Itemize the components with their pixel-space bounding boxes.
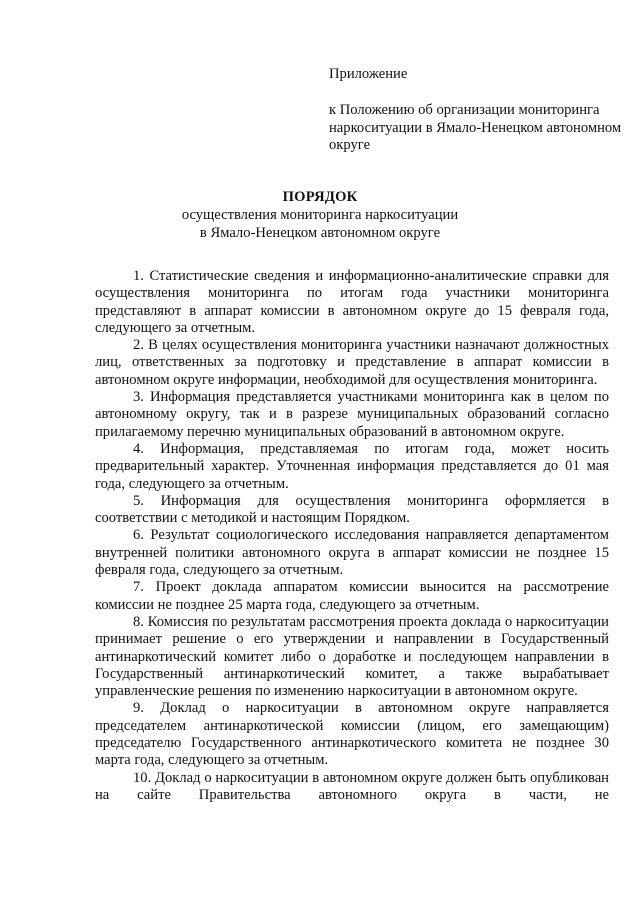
document-heading xyxy=(0,189,640,242)
document-body xyxy=(95,268,609,804)
paragraph-10: 10. Доклад о наркоситуации в автономном округе должен быть опубликован на сайте Правительства автономного округа в части, не xyxy=(95,769,609,803)
paragraph-5: 5. Информация для осуществления мониторинга оформляется в соответствии с методикой и настоящим Порядком. xyxy=(95,492,609,527)
appendix-label: Приложение xyxy=(329,66,408,82)
document-subtitle-line-1: осуществления мониторинга наркоситуации xyxy=(181,207,459,224)
paragraph-7: 7. Проект доклада аппаратом комиссии выносится на рассмотрение комиссии не позднее 25 марта года, следующего за отчетным. xyxy=(95,579,609,613)
document-subtitle-line-2: в Ямало-Ненецком автономном округе xyxy=(199,224,441,241)
paragraph-2: 2. В целях осуществления мониторинга участники назначают должностных лиц, ответственных за подготовку и представление в аппарат комиссии в автономном округе информации, необходимой для осуществления мониторинга. xyxy=(95,337,609,388)
paragraph-1: 1. Статистические сведения и информационно-аналитические справки для осуществления мониторинга по итогам года участники мониторинга представляют в аппарат комиссии в автономном округе до 15 февраля года, следующего за отчетным. xyxy=(95,268,609,336)
appendix-block xyxy=(329,66,629,154)
paragraph-9: 9. Доклад о наркоситуации в автономном округе направляется председателем антинаркотической комиссии (лицом, его замещающим) председателю Государственного антинаркотического комитета не позднее 30 марта года, следующего за отчетным. xyxy=(95,700,609,769)
paragraph-6: 6. Результат социологического исследования направляется департаментом внутренней политики автономного округа в аппарат комиссии не позднее 15 февраля года, следующего за отчетным. xyxy=(95,527,609,579)
paragraph-8: 8. Комиссия по результатам рассмотрения проекта доклада о наркоситуации принимает решение о его утверждении и направлении в Государственный антинаркотический комитет либо о доработке и последующем направлении в Государственный антинаркотический комитет, а также вырабатывает управленческие решения по изменению наркоситуации в автономном округе. xyxy=(95,613,609,700)
document-title: ПОРЯДОК xyxy=(282,189,358,205)
paragraph-4: 4. Информация, представляемая по итогам года, может носить предварительный характер. Уточненная информация представляется до 01 мая года, следующего за отчетным. xyxy=(95,440,609,492)
appendix-reference: к Положению об организации мониторинга наркоситуации в Ямало-Ненецком автономном округе xyxy=(329,102,622,153)
paragraph-3: 3. Информация представляется участниками мониторинга как в целом по автономному округу, так и в разрезе муниципальных образований согласно прилагаемому перечню муниципальных образований в автономном округе. xyxy=(95,389,609,440)
